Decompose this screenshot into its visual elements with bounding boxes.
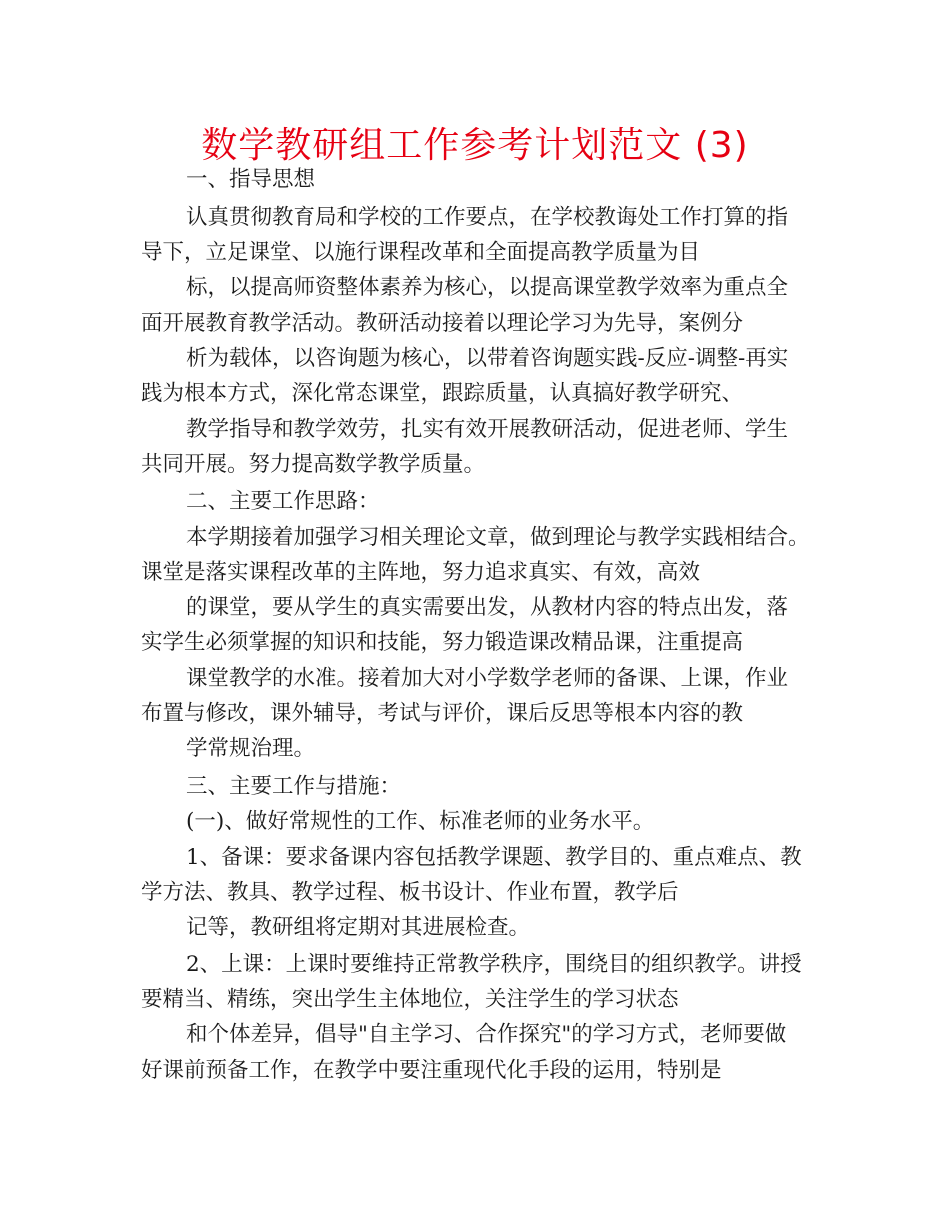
paragraph-line: 教学指导和教学效劳，扎实有效开展教研活动，促进老师、学生 <box>186 417 789 442</box>
section-heading: 二、主要工作思路： <box>186 489 380 514</box>
paragraph-line: 导下，立足课堂、以施行课程改革和全面提高教学质量为目 <box>141 240 701 265</box>
paragraph-line: 标，以提高师资整体素养为核心，以提高课堂教学效率为重点全 <box>186 275 789 300</box>
paragraph-line: 课堂是落实课程改革的主阵地，努力追求真实、有效，高效 <box>141 560 701 585</box>
paragraph-line: 本学期接着加强学习相关理论文章，做到理论与教学实践相结合。 <box>186 525 810 550</box>
paragraph-line: 2、上课：上课时要维持正常教学秩序，围绕目的组织教学。讲授 <box>186 952 802 977</box>
paragraph-line: 实学生必须掌握的知识和技能，努力锻造课改精品课，注重提高 <box>141 630 744 655</box>
paragraph-line: 共同开展。努力提高数学教学质量。 <box>141 452 486 477</box>
document-title: 数学教研组工作参考计划范文 (3) <box>201 125 749 166</box>
paragraph-line: 学方法、教具、教学过程、板书设计、作业布置，教学后 <box>141 880 679 905</box>
paragraph-line: 记等，教研组将定期对其进展检查。 <box>186 915 531 940</box>
paragraph-line: 认真贯彻教育局和学校的工作要点，在学校教诲处工作打算的指 <box>186 205 789 230</box>
paragraph-line: 析为载体，以咨询题为核心，以带着咨询题实践-反应-调整-再实 <box>186 346 789 371</box>
subsection-heading: (一)、做好常规性的工作、标准老师的业务水平。 <box>186 809 655 834</box>
paragraph-line: 践为根本方式，深化常态课堂，跟踪质量，认真搞好教学研究、 <box>141 381 744 406</box>
paragraph-line: 1、备课：要求备课内容包括教学课题、教学目的、重点难点、教 <box>186 845 802 870</box>
paragraph-line: 课堂教学的水准。接着加大对小学数学老师的备课、上课，作业 <box>186 666 789 691</box>
section-heading: 一、指导思想 <box>186 167 316 192</box>
paragraph-line: 要精当、精练，突出学生主体地位，关注学生的学习状态 <box>141 987 679 1012</box>
paragraph-line: 面开展教育教学活动。教研活动接着以理论学习为先导，案例分 <box>141 311 744 336</box>
paragraph-line: 的课堂，要从学生的真实需要出发，从教材内容的特点出发，落 <box>186 595 789 620</box>
paragraph-line: 和个体差异，倡导"自主学习、合作探究"的学习方式，老师要做 <box>186 1022 787 1047</box>
paragraph-line: 布置与修改，课外辅导，考试与评价，课后反思等根本内容的教 <box>141 701 744 726</box>
section-heading: 三、主要工作与措施： <box>186 774 402 799</box>
paragraph-line: 好课前预备工作，在教学中要注重现代化手段的运用，特别是 <box>141 1058 722 1083</box>
paragraph-line: 学常规治理。 <box>186 736 316 761</box>
